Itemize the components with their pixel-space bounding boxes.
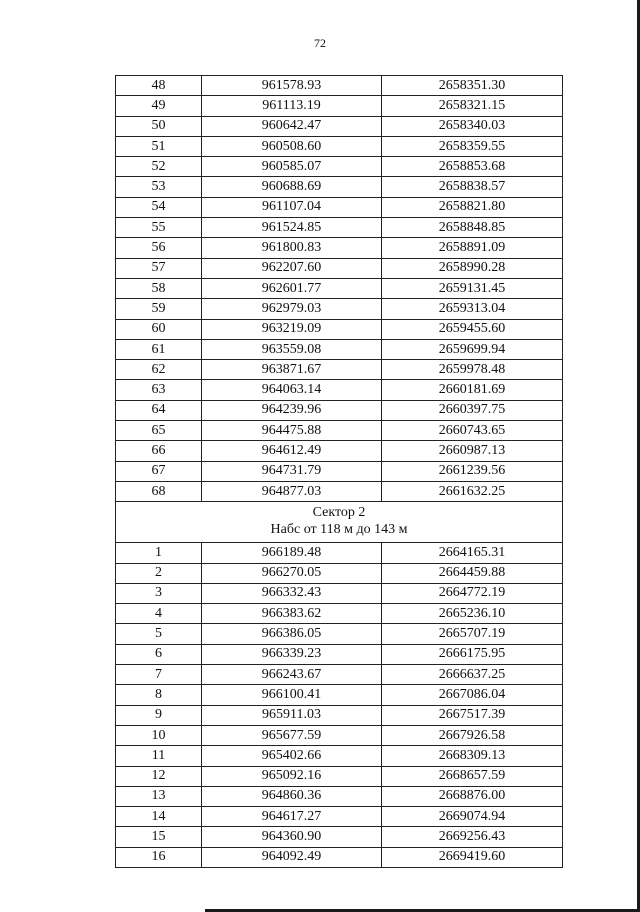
y-coordinate-cell: 2669256.43: [382, 827, 563, 847]
y-coordinate-cell: 2658321.15: [382, 96, 563, 116]
y-coordinate-cell: 2660181.69: [382, 380, 563, 400]
point-number-cell: 53: [116, 177, 202, 197]
table-row: [116, 278, 563, 298]
y-coordinate-cell: 2667517.39: [382, 705, 563, 725]
sector-header-row: [116, 502, 563, 543]
x-coordinate-cell: 965911.03: [202, 705, 382, 725]
table-row: [116, 604, 563, 624]
point-number-cell: 48: [116, 76, 202, 96]
x-coordinate-cell: 960642.47: [202, 116, 382, 136]
table-row: [116, 218, 563, 238]
y-coordinate-cell: 2665236.10: [382, 604, 563, 624]
point-number-cell: 8: [116, 685, 202, 705]
point-number-cell: 49: [116, 96, 202, 116]
x-coordinate-cell: 963219.09: [202, 319, 382, 339]
table-row: [116, 461, 563, 481]
x-coordinate-cell: 964475.88: [202, 421, 382, 441]
y-coordinate-cell: 2666175.95: [382, 644, 563, 664]
x-coordinate-cell: 962601.77: [202, 278, 382, 298]
table-row: [116, 827, 563, 847]
x-coordinate-cell: 961578.93: [202, 76, 382, 96]
x-coordinate-cell: 964063.14: [202, 380, 382, 400]
table-row: [116, 177, 563, 197]
point-number-cell: 9: [116, 705, 202, 725]
x-coordinate-cell: 960585.07: [202, 157, 382, 177]
table-row: [116, 299, 563, 319]
table-row: [116, 847, 563, 867]
y-coordinate-cell: 2659699.94: [382, 339, 563, 359]
y-coordinate-cell: 2659455.60: [382, 319, 563, 339]
table-row: [116, 725, 563, 745]
table-row: [116, 319, 563, 339]
x-coordinate-cell: 961107.04: [202, 197, 382, 217]
x-coordinate-cell: 964092.49: [202, 847, 382, 867]
point-number-cell: 67: [116, 461, 202, 481]
sector-1-rows: [116, 76, 563, 502]
x-coordinate-cell: 964617.27: [202, 807, 382, 827]
point-number-cell: 1: [116, 543, 202, 563]
point-number-cell: 55: [116, 218, 202, 238]
x-coordinate-cell: 960508.60: [202, 136, 382, 156]
table-row: [116, 766, 563, 786]
x-coordinate-cell: 960688.69: [202, 177, 382, 197]
y-coordinate-cell: 2659978.48: [382, 360, 563, 380]
table-row: [116, 786, 563, 806]
x-coordinate-cell: 964612.49: [202, 441, 382, 461]
table-row: [116, 705, 563, 725]
x-coordinate-cell: 965402.66: [202, 746, 382, 766]
x-coordinate-cell: 963559.08: [202, 339, 382, 359]
table-row: [116, 644, 563, 664]
point-number-cell: 5: [116, 624, 202, 644]
point-number-cell: 16: [116, 847, 202, 867]
y-coordinate-cell: 2658891.09: [382, 238, 563, 258]
y-coordinate-cell: 2669419.60: [382, 847, 563, 867]
y-coordinate-cell: 2660743.65: [382, 421, 563, 441]
y-coordinate-cell: 2667926.58: [382, 725, 563, 745]
point-number-cell: 61: [116, 339, 202, 359]
x-coordinate-cell: 962979.03: [202, 299, 382, 319]
table-row: [116, 339, 563, 359]
point-number-cell: 59: [116, 299, 202, 319]
point-number-cell: 66: [116, 441, 202, 461]
point-number-cell: 13: [116, 786, 202, 806]
table-row: [116, 421, 563, 441]
table-row: [116, 624, 563, 644]
point-number-cell: 6: [116, 644, 202, 664]
table-row: [116, 400, 563, 420]
table-row: [116, 157, 563, 177]
table-row: [116, 441, 563, 461]
table-row: [116, 96, 563, 116]
table-row: [116, 543, 563, 563]
y-coordinate-cell: 2664772.19: [382, 583, 563, 603]
y-coordinate-cell: 2665707.19: [382, 624, 563, 644]
x-coordinate-cell: 966383.62: [202, 604, 382, 624]
x-coordinate-cell: 966270.05: [202, 563, 382, 583]
y-coordinate-cell: 2666637.25: [382, 665, 563, 685]
table-row: [116, 685, 563, 705]
y-coordinate-cell: 2658838.57: [382, 177, 563, 197]
coordinates-table: [115, 75, 563, 868]
y-coordinate-cell: 2658351.30: [382, 76, 563, 96]
table-row: [116, 563, 563, 583]
point-number-cell: 64: [116, 400, 202, 420]
point-number-cell: 15: [116, 827, 202, 847]
table-row: [116, 197, 563, 217]
point-number-cell: 54: [116, 197, 202, 217]
point-number-cell: 10: [116, 725, 202, 745]
x-coordinate-cell: 966332.43: [202, 583, 382, 603]
point-number-cell: 4: [116, 604, 202, 624]
table-row: [116, 238, 563, 258]
x-coordinate-cell: 962207.60: [202, 258, 382, 278]
x-coordinate-cell: 965677.59: [202, 725, 382, 745]
x-coordinate-cell: 961524.85: [202, 218, 382, 238]
y-coordinate-cell: 2660397.75: [382, 400, 563, 420]
y-coordinate-cell: 2667086.04: [382, 685, 563, 705]
y-coordinate-cell: 2658990.28: [382, 258, 563, 278]
y-coordinate-cell: 2669074.94: [382, 807, 563, 827]
x-coordinate-cell: 966100.41: [202, 685, 382, 705]
point-number-cell: 51: [116, 136, 202, 156]
point-number-cell: 68: [116, 481, 202, 501]
table-row: [116, 116, 563, 136]
point-number-cell: 56: [116, 238, 202, 258]
y-coordinate-cell: 2659131.45: [382, 278, 563, 298]
y-coordinate-cell: 2658340.03: [382, 116, 563, 136]
sector-depth-range: Набс от 118 м до 143 м: [270, 522, 408, 538]
x-coordinate-cell: 964360.90: [202, 827, 382, 847]
page-number: 72: [314, 36, 326, 50]
x-coordinate-cell: 964239.96: [202, 400, 382, 420]
x-coordinate-cell: 965092.16: [202, 766, 382, 786]
x-coordinate-cell: 966386.05: [202, 624, 382, 644]
point-number-cell: 52: [116, 157, 202, 177]
point-number-cell: 58: [116, 278, 202, 298]
point-number-cell: 65: [116, 421, 202, 441]
y-coordinate-cell: 2661239.56: [382, 461, 563, 481]
point-number-cell: 14: [116, 807, 202, 827]
table-row: [116, 136, 563, 156]
table-row: [116, 746, 563, 766]
sector-2-rows: [116, 543, 563, 868]
point-number-cell: 57: [116, 258, 202, 278]
point-number-cell: 11: [116, 746, 202, 766]
point-number-cell: 12: [116, 766, 202, 786]
table-row: [116, 258, 563, 278]
x-coordinate-cell: 963871.67: [202, 360, 382, 380]
table-row: [116, 380, 563, 400]
y-coordinate-cell: 2660987.13: [382, 441, 563, 461]
x-coordinate-cell: 964731.79: [202, 461, 382, 481]
sector-title: Сектор 2: [312, 505, 366, 521]
point-number-cell: 62: [116, 360, 202, 380]
x-coordinate-cell: 966189.48: [202, 543, 382, 563]
y-coordinate-cell: 2658848.85: [382, 218, 563, 238]
table-row: [116, 76, 563, 96]
y-coordinate-cell: 2664459.88: [382, 563, 563, 583]
x-coordinate-cell: 961113.19: [202, 96, 382, 116]
y-coordinate-cell: 2659313.04: [382, 299, 563, 319]
point-number-cell: 2: [116, 563, 202, 583]
sector-2-header-group: [116, 502, 563, 543]
table-row: [116, 481, 563, 501]
y-coordinate-cell: 2658359.55: [382, 136, 563, 156]
point-number-cell: 50: [116, 116, 202, 136]
x-coordinate-cell: 964877.03: [202, 481, 382, 501]
y-coordinate-cell: 2658821.80: [382, 197, 563, 217]
x-coordinate-cell: 966339.23: [202, 644, 382, 664]
point-number-cell: 60: [116, 319, 202, 339]
sector-header-cell: [116, 502, 563, 543]
table-row: [116, 583, 563, 603]
table-row: [116, 807, 563, 827]
y-coordinate-cell: 2664165.31: [382, 543, 563, 563]
y-coordinate-cell: 2661632.25: [382, 481, 563, 501]
y-coordinate-cell: 2668309.13: [382, 746, 563, 766]
point-number-cell: 3: [116, 583, 202, 603]
y-coordinate-cell: 2668657.59: [382, 766, 563, 786]
y-coordinate-cell: 2668876.00: [382, 786, 563, 806]
table-row: [116, 665, 563, 685]
x-coordinate-cell: 966243.67: [202, 665, 382, 685]
y-coordinate-cell: 2658853.68: [382, 157, 563, 177]
x-coordinate-cell: 961800.83: [202, 238, 382, 258]
table-row: [116, 360, 563, 380]
x-coordinate-cell: 964860.36: [202, 786, 382, 806]
point-number-cell: 63: [116, 380, 202, 400]
point-number-cell: 7: [116, 665, 202, 685]
